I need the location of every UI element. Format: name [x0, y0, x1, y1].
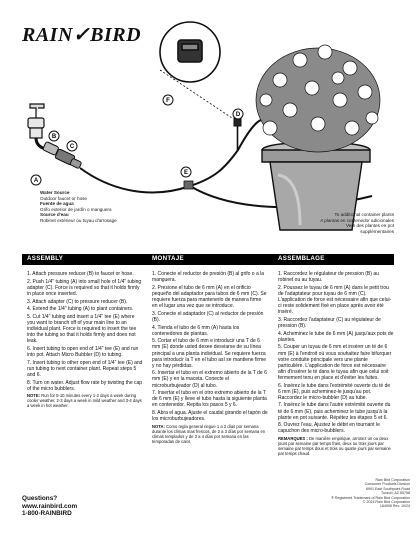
- questions-heading: Questions?: [22, 495, 58, 502]
- step-en: 3. Attach adapter (C) to pressure reducer (B).: [27, 298, 128, 305]
- step-en: 1. Attach pressure reducer (B) to faucet or hose.: [27, 271, 134, 277]
- callout-b: B: [51, 134, 57, 140]
- step-fr: 1. Raccordez le régulateur de pression (B) au robinet ou au tuyau.: [278, 271, 379, 284]
- flowers-icon: [256, 45, 380, 152]
- note-fr: REMARQUES : De manière empirique, arrosez un ou deux jours par semaine par temps frais, deux ou trois jours par semaine par temps doux et trois ou quatre jours par semaine par temps chaud.: [278, 436, 391, 457]
- website-link[interactable]: www.rainbird.com: [22, 502, 78, 510]
- step-es: 1. Conecte el reductor de presión (B) al grifo o a la manguera.: [152, 271, 265, 284]
- callout-a: A: [33, 178, 39, 184]
- step-fr: 7. Insérez le tube dans l'autre extrémité ouverte du té de 6 mm (E), puis acheminez le tube jusqu'à la plante en pot suivante. Répétez les étapes 5 et 6.: [278, 402, 391, 421]
- step-es: 4. Tienda el tubo de 6 mm (A) hasta los contenedores de plantas.: [152, 324, 240, 337]
- english-instructions: [27, 271, 143, 408]
- rain-bird-logo: RAIN✓BIRD: [22, 24, 142, 46]
- corporate-info: Rain Bird Corporation Consumer Products Division 6991 East Southpoint Road Tucson, AZ 85756 ® Registered Trademark of Rain Bird Corporation © 2024 Rain Bird Corporation 184998 Rev. 10/24: [331, 478, 410, 509]
- step-es: 7. Insertar el tubo en el otro extremo abierto de la T de 6 mm (E) y lleve el tubo hasta la siguiente planta en contenedor. Repita los pasos 5 y 6.: [152, 390, 267, 409]
- callout-e: E: [183, 170, 189, 176]
- step-en: 2. Push 1/4" tubing (A) into small hole of 1/4" tubing adapter (C). Force is required so that it holds firmly in place once inserted.: [27, 278, 142, 297]
- step-fr: 3. Raccordez l'adaptateur (C) au régulateur de pression (B).: [278, 316, 381, 329]
- note-es: NOTA: Como regla general riegue 1 a 2 días por semana durante los climas mas frescos, de 2 a 3 días por semana en climas templados y de 3 a 4 días por semana en las temporadas de calor.: [152, 423, 266, 444]
- assemblage-heading: ASSEMBLAGE: [278, 255, 325, 262]
- step-es: 8. Abra el agua. Ajuste el caudal girando el tapón de los microburbujeadores.: [152, 410, 268, 423]
- tee-connector-icon: [184, 181, 193, 189]
- section-header-bar: [22, 254, 394, 265]
- note-en: NOTE: Run for 5-10 minutes every 1-2 days a week during cooler weather, 2-3 days a week in mild weather and 3-4 days a week in hot weather.: [27, 393, 142, 409]
- water-source-label: Water Source Outdoor faucet or hose Fuente de agua Grifo exterior de jardín o manguera Source d'eau Robinet extérieur ou tuyau d'arrosage: [40, 190, 117, 223]
- step-en: 5. Cut 1/4" tubing and insert a 1/4" tee (E) where you want to branch off of your main line to an individual plant. Force is required to insert the tee into the tubing so that it holds firmly and does not leak.: [27, 313, 137, 345]
- spanish-instructions: [152, 271, 268, 444]
- phone-number: 1-800-RAINBIRD: [22, 510, 72, 518]
- step-en: 6. Insert tubing to open end of 1/4" tee (E) and run into pot. Attach Micro Bubbler (D) to tubing.: [27, 346, 139, 359]
- step-es: 2. Presione el tubo de 6 mm (A) en el orificio pequeño del adaptador para tubos de 6 mm (C). Se requiere fuerza para mantenerlo de manera firme en el lugar una vez que se introduce.: [152, 284, 267, 310]
- step-en: 4. Extend the 1/4" tubing (A) to plant containers.: [27, 306, 134, 313]
- step-es: 5. Cortar el tubo de 6 mm e introducir una T de 6 mm (E) donde usted desee desviarse de su línea principal a una planta individual. Se requiere fuerza para introducir la T en el tubo así se mantiene firme y no hay pérdidas.: [152, 338, 267, 369]
- step-fr: 8. Ouvrez l'eau. Ajustez le débit en tournant le capuchon des micro-bubblers.: [278, 422, 380, 435]
- step-en: 8. Turn on water. Adjust flow rate by twisting the cap of the micro bubblers.: [27, 379, 143, 392]
- step-es: 6. Insertar el tubo en el extremo abierto de la T de 6 mm (E) y en la maceta. Conecte el microburbujeador (D) al tubo.: [152, 370, 267, 389]
- step-es: 3. Conecte el adaptador (C) al reductor de presión (B).: [152, 310, 264, 323]
- montaje-heading: MONTAJE: [152, 255, 184, 262]
- step-fr: 2. Poussez le tuyau de 6 mm (A) dans le petit trou de l'adaptateur pour tuyau de 6 mm (C). L'application de force est nécessaire afin que celui-ci reste solidement fixé en place après avoir été inséré.: [278, 284, 392, 316]
- step-en: 7. Insert tubing to other open end of 1/4" tee (E) and run tubing to next container plant. Repeat steps 5 and 6.: [27, 359, 143, 378]
- callout-f: F: [166, 98, 170, 104]
- callout-c: C: [69, 144, 75, 150]
- assembly-heading: ASSEMBLY: [27, 255, 64, 262]
- additional-containers-label: To additional container plants A plantas en contenedor adicionales Vers des plantes en pot supplémentaires: [320, 212, 394, 234]
- contact-block: [22, 495, 77, 518]
- french-instructions: [278, 271, 394, 456]
- callout-d: D: [235, 112, 241, 118]
- step-fr: 4. Acheminez le tube de 6 mm (A) jusqu'aux pots de plantes.: [278, 330, 394, 343]
- step-fr: 6. Insérez le tube dans l'extrémité ouverte du té de 6 mm (E), puis acheminez-le jusqu'au pot. Raccordez le micro-bubbler (D) au tube.: [278, 382, 391, 401]
- step-fr: 5. Couper un tuyau de 6 mm et insérer un té de 6 mm (E) à l'endroit où vous souhaitez faire bifurquer votre conduite principale vers une plante particulière. L'application de force est nécessaire afin d'insérer le té dans le tuyau afin que celui soit fermement tenu en place et d'éviter les fuites.: [278, 344, 392, 381]
